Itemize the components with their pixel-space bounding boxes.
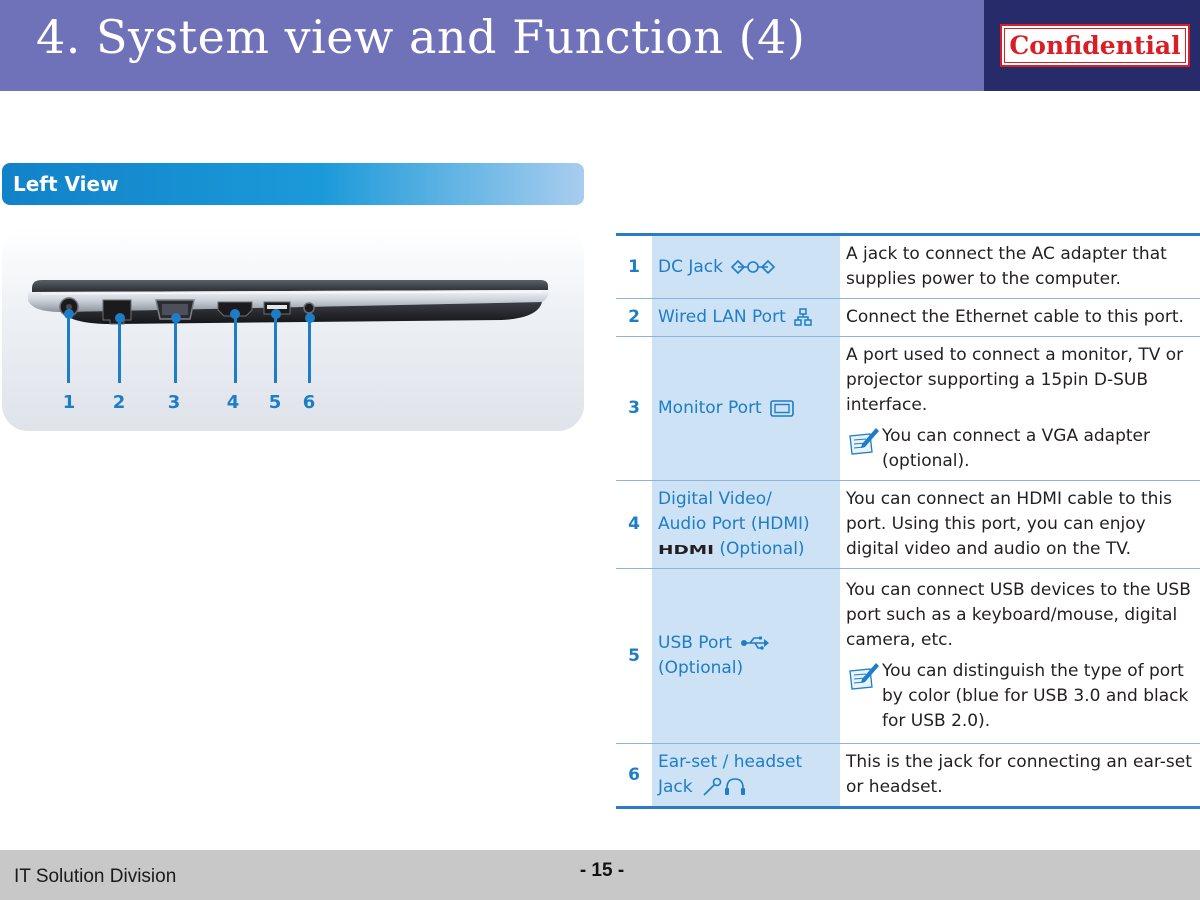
callout-line-4 xyxy=(234,312,237,383)
callout-line-1 xyxy=(67,312,70,383)
port-name-line: USB Port xyxy=(658,633,733,653)
table-row xyxy=(616,299,1200,337)
callout-line-5 xyxy=(274,312,277,383)
note-text: You can distinguish the type of port by color (blue for USB 3.0 and black for USB 2.0). xyxy=(882,661,1189,731)
table-row xyxy=(616,569,1200,744)
note-block xyxy=(846,659,1197,734)
note-block xyxy=(846,424,1197,474)
section-title: Left View xyxy=(13,172,119,196)
callout-line-2 xyxy=(118,316,121,383)
port-description: Connect the Ethernet cable to this port. xyxy=(846,307,1184,327)
note-text: You can connect a VGA adapter (optional). xyxy=(882,426,1151,471)
headset-icon xyxy=(701,777,745,797)
laptop-left-view-panel xyxy=(2,228,584,431)
footer-bar xyxy=(0,850,1200,900)
callout-number-6: 6 xyxy=(302,392,316,413)
callout-dot-1 xyxy=(64,309,74,319)
port-description: This is the jack for connecting an ear-set or headset. xyxy=(846,752,1192,797)
callout-dot-2 xyxy=(115,313,125,323)
callout-dot-5 xyxy=(271,309,281,319)
monitor-icon xyxy=(770,400,794,417)
port-spec-table xyxy=(616,233,1200,809)
port-name-line: Digital Video/ xyxy=(658,489,772,509)
port-number: 3 xyxy=(628,398,640,418)
port-name: Monitor Port xyxy=(658,398,762,418)
callout-dot-6 xyxy=(305,313,315,323)
port-description: You can connect USB devices to the USB port such as a keyboard/mouse, digital camera, etc. xyxy=(846,580,1191,650)
dc-jack-icon xyxy=(731,260,775,274)
footer-division: IT Solution Division xyxy=(14,866,177,887)
confidential-panel xyxy=(984,0,1200,91)
port-number: 5 xyxy=(628,645,640,666)
svg-text:HDMI: HDMI xyxy=(658,543,714,555)
callout-line-3 xyxy=(174,316,177,383)
port-name-line: Ear-set / headset xyxy=(658,752,803,772)
port-description: You can connect an HDMI cable to this port. Using this port, you can enjoy digital video and audio on the TV. xyxy=(846,489,1173,559)
note-pencil-icon xyxy=(846,659,882,691)
port-name-line: Jack xyxy=(658,777,693,797)
port-description-cell xyxy=(840,337,1200,481)
port-name-line: (Optional) xyxy=(658,658,744,678)
page-number: - 15 - xyxy=(579,860,625,881)
table-row xyxy=(616,481,1200,569)
callout-number-1: 1 xyxy=(62,392,76,413)
hdmi-icon xyxy=(658,543,714,555)
port-name-line: (Optional) xyxy=(719,539,805,559)
port-number: 6 xyxy=(628,764,640,785)
port-name-line: Audio Port (HDMI) xyxy=(658,514,810,534)
port-name-cell xyxy=(652,299,840,337)
usb-icon xyxy=(740,635,770,651)
port-number: 1 xyxy=(628,256,640,277)
port-number: 2 xyxy=(628,307,640,327)
port-number: 4 xyxy=(628,514,640,534)
section-header-bar xyxy=(2,163,584,205)
table-row xyxy=(616,235,1200,299)
callout-dot-3 xyxy=(171,313,181,323)
port-name-cell xyxy=(652,744,840,808)
header-banner xyxy=(0,0,984,91)
port-name: Wired LAN Port xyxy=(658,307,786,327)
port-description-cell xyxy=(840,569,1200,744)
port-callout-layer xyxy=(2,228,584,431)
port-name-cell xyxy=(652,569,840,744)
note-pencil-icon xyxy=(846,424,882,456)
callout-number-5: 5 xyxy=(268,392,282,413)
confidential-badge xyxy=(1000,24,1190,67)
callout-number-3: 3 xyxy=(167,392,181,413)
table-row xyxy=(616,337,1200,481)
port-description: A port used to connect a monitor, TV or projector supporting a 15pin D-SUB interface. xyxy=(846,345,1184,415)
callout-line-6 xyxy=(308,316,311,383)
port-description: A jack to connect the AC adapter that supplies power to the computer. xyxy=(846,244,1167,289)
callout-number-2: 2 xyxy=(112,392,126,413)
table-row xyxy=(616,744,1200,808)
port-name-cell xyxy=(652,337,840,481)
callout-number-4: 4 xyxy=(226,392,240,413)
callout-dot-4 xyxy=(230,309,240,319)
lan-icon xyxy=(794,308,812,326)
headset-jack-graphic xyxy=(304,303,314,313)
port-name: DC Jack xyxy=(658,256,723,277)
confidential-label: Confidential xyxy=(1009,31,1181,60)
port-name-cell xyxy=(652,481,840,569)
port-name-cell xyxy=(652,235,840,299)
page-title: 4. System view and Function (4) xyxy=(36,10,806,64)
